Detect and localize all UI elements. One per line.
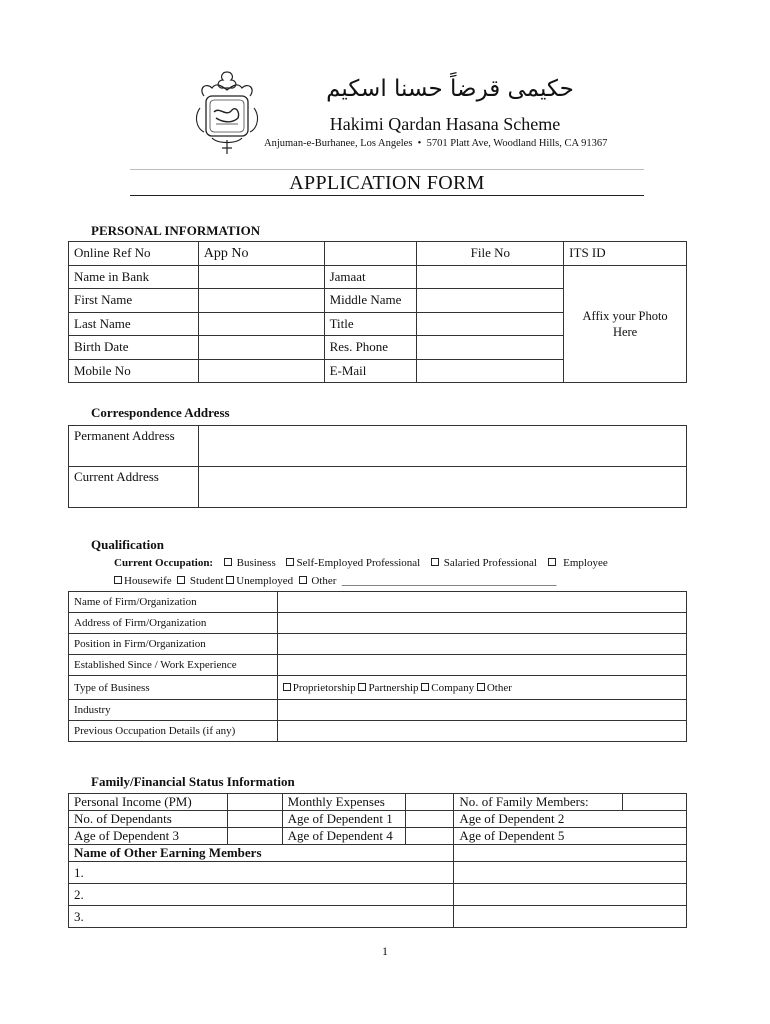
- qualification-heading: Qualification: [91, 537, 164, 552]
- personal-income-field[interactable]: [227, 794, 282, 811]
- student-checkbox[interactable]: [177, 576, 185, 584]
- other-occupation-option: Other: [311, 575, 337, 587]
- table-row: [69, 845, 687, 862]
- earning-member-2-number: 2.: [74, 886, 84, 902]
- permanent-address-field[interactable]: [198, 426, 686, 467]
- family-heading: Family/Financial Status Information: [91, 774, 295, 789]
- table-row: [69, 700, 687, 721]
- birth-date-field[interactable]: [198, 336, 324, 360]
- established-label: Established Since / Work Experience: [69, 655, 278, 676]
- earning-member-1-extra-field[interactable]: [454, 862, 687, 884]
- res-phone-label: Res. Phone: [324, 336, 417, 360]
- mobile-no-label: Mobile No: [69, 359, 199, 383]
- last-name-field[interactable]: [198, 312, 324, 336]
- personal-info-table: [68, 241, 687, 383]
- occupation-options-line1: [114, 557, 684, 569]
- unemployed-checkbox[interactable]: [226, 576, 234, 584]
- other-occupation-checkbox[interactable]: [299, 576, 307, 584]
- business-type-label: Type of Business: [69, 676, 278, 700]
- other-business-option: Other: [486, 681, 512, 694]
- photo-box[interactable]: [564, 265, 687, 383]
- birth-date-label: Birth Date: [69, 336, 199, 360]
- res-phone-field[interactable]: [417, 336, 564, 360]
- middle-name-field[interactable]: [417, 289, 564, 313]
- previous-occupation-field[interactable]: [277, 721, 686, 742]
- app-no-label: App No: [203, 245, 249, 261]
- salaried-checkbox[interactable]: [431, 558, 439, 566]
- earning-member-3-field[interactable]: [69, 906, 454, 928]
- table-row: [69, 794, 687, 811]
- table-row: [69, 467, 687, 508]
- its-id-label: ITS ID: [569, 245, 606, 261]
- other-earning-header-field: [454, 845, 687, 862]
- jamaat-label: Jamaat: [324, 265, 417, 289]
- address-table: [68, 425, 687, 508]
- table-row: [69, 721, 687, 742]
- scheme-logo: [192, 68, 262, 156]
- occupation-options-line2: [114, 575, 684, 587]
- table-row: [69, 242, 687, 266]
- page-number: 1: [382, 944, 388, 958]
- table-row: [69, 884, 687, 906]
- mobile-no-field[interactable]: [198, 359, 324, 383]
- organization-name: Anjuman-e-Burhanee, Los Angeles: [264, 138, 413, 149]
- business-option: Business: [236, 557, 276, 569]
- photo-instruction-line2: Here: [612, 324, 638, 339]
- firm-name-label: Name of Firm/Organization: [69, 592, 278, 613]
- unemployed-option: Unemployed: [236, 575, 294, 587]
- earning-member-2-extra-field[interactable]: [454, 884, 687, 906]
- app-no-field[interactable]: [198, 242, 324, 266]
- online-ref-label: Online Ref No: [69, 242, 199, 266]
- other-occupation-blank[interactable]: _______________________________________: [341, 575, 557, 587]
- title-label: Title: [324, 312, 417, 336]
- dependants-field[interactable]: [227, 811, 282, 828]
- firm-address-label: Address of Firm/Organization: [69, 613, 278, 634]
- dependent1-field[interactable]: [406, 811, 454, 828]
- partnership-option: Partnership: [368, 681, 419, 694]
- other-earning-text: Name of Other Earning Members: [74, 845, 262, 860]
- family-members-label: No. of Family Members:: [454, 794, 623, 811]
- last-name-label: Last Name: [69, 312, 199, 336]
- firm-position-label: Position in Firm/Organization: [69, 634, 278, 655]
- employee-checkbox[interactable]: [548, 558, 556, 566]
- jamaat-field[interactable]: [417, 265, 564, 289]
- table-row: [69, 811, 687, 828]
- permanent-address-label: Permanent Address: [69, 426, 199, 467]
- salaried-option: Salaried Professional: [443, 557, 537, 569]
- first-name-field[interactable]: [198, 289, 324, 313]
- table-row: [69, 265, 687, 289]
- table-row: [69, 426, 687, 467]
- partnership-checkbox[interactable]: [358, 683, 366, 691]
- name-in-bank-field[interactable]: [198, 265, 324, 289]
- dependent4-label: Age of Dependent 4: [282, 828, 406, 845]
- table-row: [69, 634, 687, 655]
- student-option: Student: [189, 575, 224, 587]
- housewife-checkbox[interactable]: [114, 576, 122, 584]
- firm-position-field[interactable]: [277, 634, 686, 655]
- title-divider: [130, 195, 644, 196]
- ref-blank-field[interactable]: [324, 242, 417, 266]
- table-row: [69, 862, 687, 884]
- earning-member-3-number: 3.: [74, 908, 84, 924]
- family-members-field[interactable]: [623, 794, 687, 811]
- employee-option: Employee: [563, 557, 608, 569]
- photo-instruction-line1: Affix your Photo: [582, 308, 668, 323]
- form-title: APPLICATION FORM: [289, 172, 485, 194]
- current-address-label: Current Address: [69, 467, 199, 508]
- email-field[interactable]: [417, 359, 564, 383]
- organization-address: [264, 138, 608, 149]
- dependants-label: No. of Dependants: [69, 811, 228, 828]
- firm-name-field[interactable]: [277, 592, 686, 613]
- proprietorship-option: Proprietorship: [292, 681, 356, 694]
- file-no-field[interactable]: [417, 242, 564, 266]
- monthly-expenses-label: Monthly Expenses: [282, 794, 406, 811]
- table-row: [69, 906, 687, 928]
- email-label: E-Mail: [324, 359, 417, 383]
- first-name-label: First Name: [69, 289, 199, 313]
- dependent3-field[interactable]: [227, 828, 282, 845]
- address-separator: •: [417, 138, 422, 149]
- earning-member-2-field[interactable]: [69, 884, 454, 906]
- company-option: Company: [431, 681, 475, 694]
- correspondence-heading: Correspondence Address: [91, 405, 230, 420]
- current-address-field[interactable]: [198, 467, 686, 508]
- qualification-table: [68, 591, 687, 742]
- firm-address-field[interactable]: [277, 613, 686, 634]
- industry-label: Industry: [69, 700, 278, 721]
- personal-info-heading: PERSONAL INFORMATION: [91, 223, 261, 238]
- previous-occupation-label: Previous Occupation Details (if any): [69, 721, 278, 742]
- urdu-title: حکیمی قرضاً حسنا اسکیم: [326, 76, 574, 102]
- proprietorship-checkbox[interactable]: [283, 683, 291, 691]
- file-no-label: File No: [470, 245, 510, 261]
- scheme-title: Hakimi Qardan Hasana Scheme: [329, 114, 561, 134]
- table-row: [69, 655, 687, 676]
- table-row: [69, 613, 687, 634]
- other-business-checkbox[interactable]: [477, 683, 485, 691]
- title-field[interactable]: [417, 312, 564, 336]
- dependent2-label: Age of Dependent 2: [454, 811, 687, 828]
- dependent4-field[interactable]: [406, 828, 454, 845]
- company-checkbox[interactable]: [421, 683, 429, 691]
- business-type-field: [277, 676, 686, 700]
- earning-member-1-field[interactable]: [69, 862, 454, 884]
- industry-field[interactable]: [277, 700, 686, 721]
- housewife-option: Housewife: [124, 575, 172, 587]
- dependent5-label: Age of Dependent 5: [454, 828, 687, 845]
- its-id-field[interactable]: [564, 242, 687, 266]
- business-checkbox[interactable]: [224, 558, 232, 566]
- self-employed-option: Self-Employed Professional: [296, 557, 421, 569]
- table-row: [69, 828, 687, 845]
- family-table: [68, 793, 687, 928]
- header-divider: [130, 169, 644, 170]
- dependent3-label: Age of Dependent 3: [69, 828, 228, 845]
- earning-member-1-number: 1.: [74, 864, 84, 880]
- personal-income-label: Personal Income (PM): [69, 794, 228, 811]
- dependent1-label: Age of Dependent 1: [282, 811, 406, 828]
- middle-name-label: Middle Name: [324, 289, 417, 313]
- table-row: [69, 676, 687, 700]
- earning-member-3-extra-field[interactable]: [454, 906, 687, 928]
- name-in-bank-label: Name in Bank: [69, 265, 199, 289]
- established-field[interactable]: [277, 655, 686, 676]
- monthly-expenses-field[interactable]: [406, 794, 454, 811]
- self-employed-checkbox[interactable]: [286, 558, 294, 566]
- other-earning-label: [69, 845, 454, 862]
- table-row: [69, 592, 687, 613]
- occupation-label: Current Occupation:: [114, 557, 214, 569]
- street-address: 5701 Platt Ave, Woodland Hills, CA 91367: [426, 138, 608, 149]
